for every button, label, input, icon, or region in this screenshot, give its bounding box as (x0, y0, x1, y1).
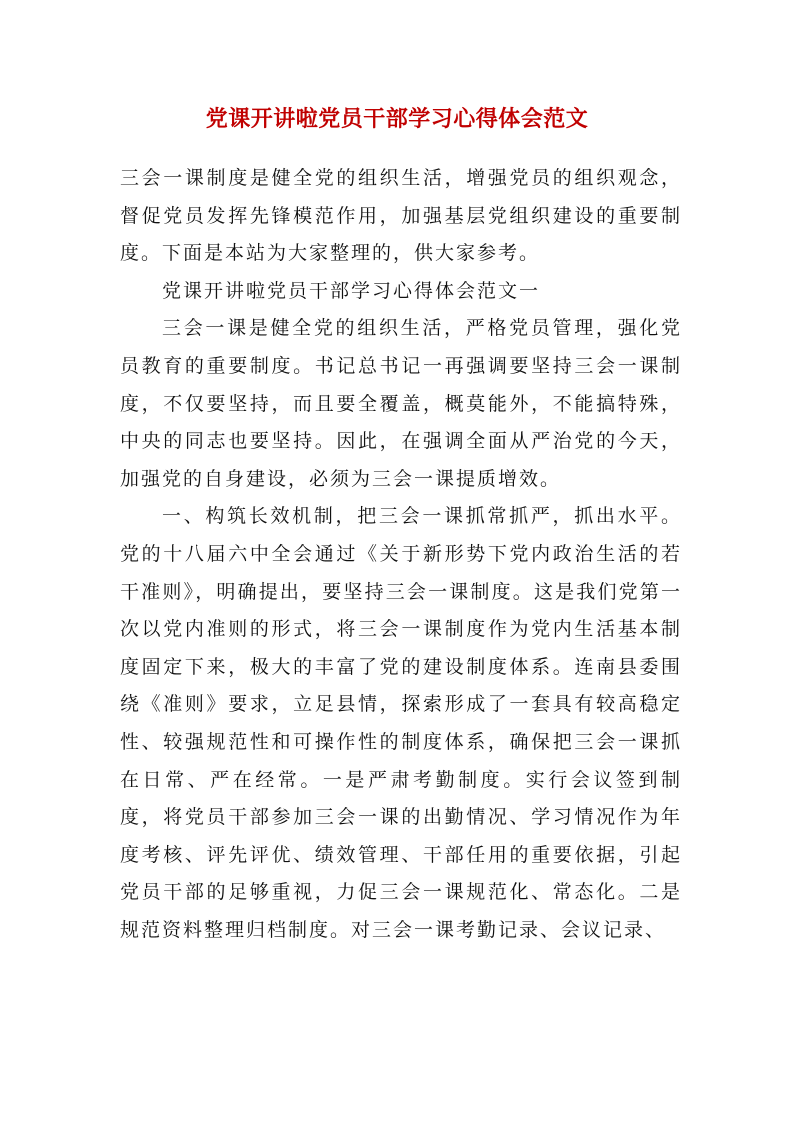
body-paragraph: 一、构筑长效机制，把三会一课抓常抓严，抓出水平。党的十八届六中全会通过《关于新形势下党内政治生活的若干准则》，明确提出，要坚持三会一课制度。这是我们党第一次以党内准则的形式，将三会一课制度作为党内生活基本制度固定下来，极大的丰富了党的建设制度体系。连南县委围绕《准则》要求，立足县情，探索形成了一套具有较高稳定性、较强规范性和可操作性的制度体系，确保把三会一课抓在日常、严在经常。一是严肃考勤制度。实行会议签到制度，将党员干部参加三会一课的出勤情况、学习情况作为年度考核、评先评优、绩效管理、干部任用的重要依据，引起党员干部的足够重视，力促三会一课规范化、常态化。二是规范资料整理归档制度。对三会一课考勤记录、会议记录、 (120, 505, 682, 941)
intro-paragraph: 三会一课制度是健全党的组织生活，增强党员的组织观念，督促党员发挥先锋模范作用，加强基层党组织建设的重要制度。下面是本站为大家整理的，供大家参考。 (120, 167, 682, 265)
body-paragraph: 三会一课是健全党的组织生活，严格党员管理，强化党员教育的重要制度。书记总书记一再强调要坚持三会一课制度，不仅要坚持，而且要全覆盖，概莫能外，不能搞特殊，中央的同志也要坚持。因此，在强调全面从严治党的今天，加强党的自身建设，必须为三会一课提质增效。 (120, 317, 682, 490)
document-body (120, 160, 682, 949)
section-heading: 党课开讲啦党员干部学习心得体会范文一 (162, 279, 541, 302)
document-title: 党课开讲啦党员干部学习心得体会范文 (205, 106, 589, 132)
